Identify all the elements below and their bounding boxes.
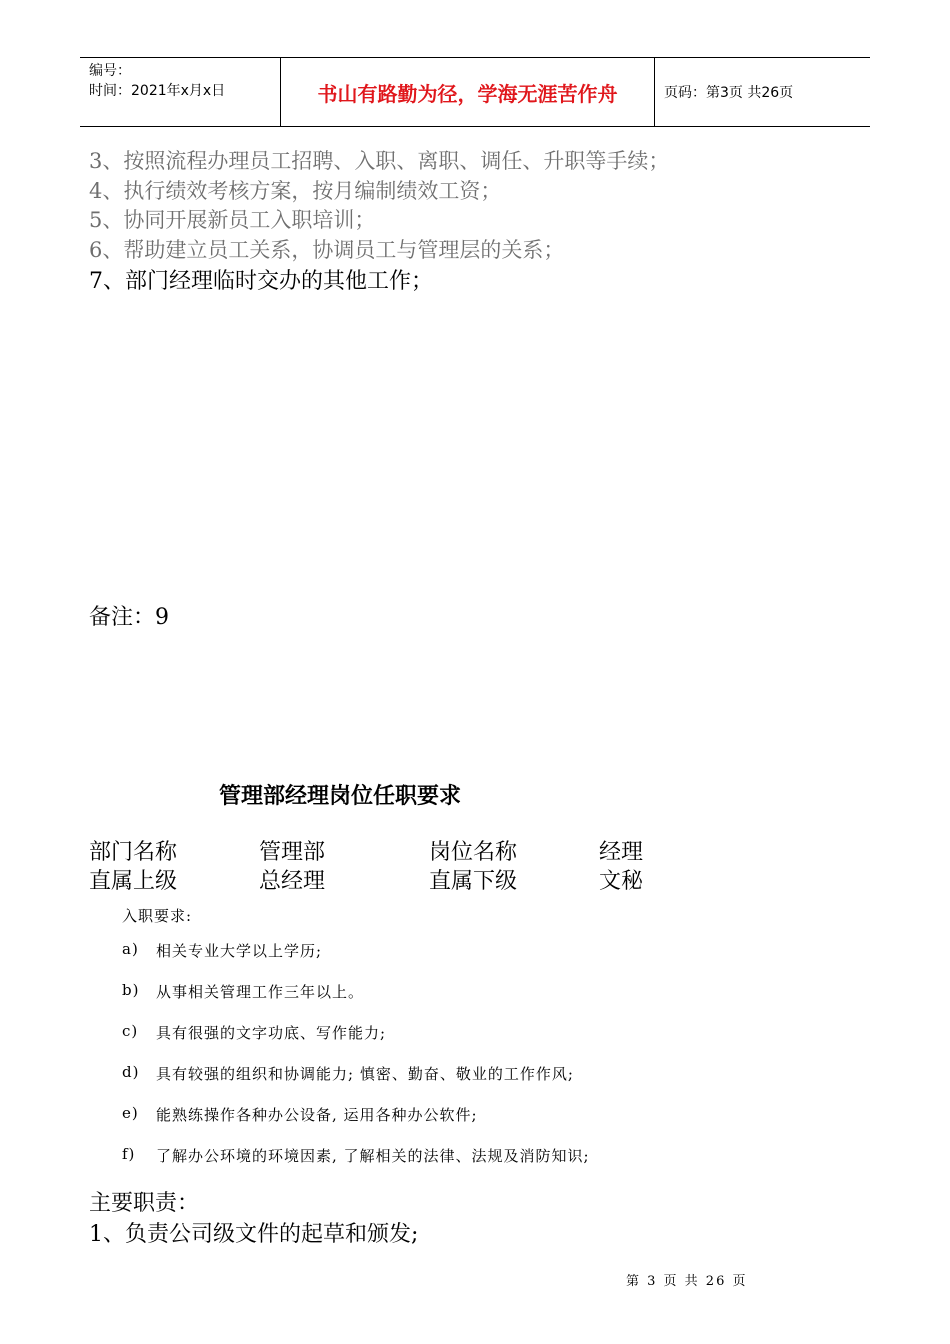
list-item bbox=[122, 1145, 590, 1186]
header-motto: 书山有路勤为径，学海无涯苦作舟 bbox=[281, 58, 655, 126]
document-time-label: 时间：2021年x月x日 bbox=[89, 83, 226, 99]
list-item: 3、按照流程办理员工招聘、入职、离职、调任、升职等手续； bbox=[89, 149, 670, 173]
list-item bbox=[122, 1063, 590, 1104]
grey-duty-list bbox=[89, 147, 669, 265]
department-label: 部门名称 bbox=[89, 840, 178, 865]
item-text: 具有较强的组织和协调能力; 慎密、勤奋、敬业的工作作风; bbox=[156, 1065, 574, 1083]
header-meta bbox=[80, 58, 281, 126]
item-mark: a) bbox=[122, 940, 139, 958]
item-mark: b) bbox=[122, 981, 140, 999]
item-text: 能熟练操作各种办公设备, 运用各种办公软件; bbox=[156, 1106, 478, 1124]
item-text: 具有很强的文字功底、写作能力; bbox=[156, 1024, 387, 1042]
list-item: 4、执行绩效考核方案，按月编制绩效工资； bbox=[89, 178, 502, 203]
info-row bbox=[89, 838, 719, 867]
note-text: 备注：9 bbox=[89, 605, 169, 630]
list-item-7: 7、部门经理临时交办的其他工作； bbox=[89, 269, 433, 294]
item-mark: f) bbox=[122, 1145, 136, 1163]
position-value: 经理 bbox=[599, 840, 644, 865]
duties-title: 主要职责： bbox=[89, 1191, 200, 1216]
list-item bbox=[122, 940, 590, 981]
list-item bbox=[122, 1022, 590, 1063]
header-page-info: 页码：第3页 共26页 bbox=[664, 85, 794, 101]
list-item bbox=[122, 1104, 590, 1145]
list-item: 6、帮助建立员工关系，协调员工与管理层的关系； bbox=[89, 237, 565, 262]
list-item: 5、协同开展新员工入职培训； bbox=[89, 208, 376, 232]
item-mark: e) bbox=[122, 1104, 139, 1122]
superior-label: 直属上级 bbox=[89, 869, 178, 894]
item-mark: c) bbox=[122, 1022, 139, 1040]
info-row bbox=[89, 867, 719, 896]
item-text: 了解办公环境的环境因素, 了解相关的法律、法规及消防知识; bbox=[156, 1147, 590, 1165]
department-value: 管理部 bbox=[259, 840, 326, 865]
position-label: 岗位名称 bbox=[429, 840, 518, 865]
page-footer: 第 3 页 共 26 页 bbox=[626, 1274, 748, 1289]
requirements-list bbox=[122, 940, 590, 1186]
position-info bbox=[89, 838, 719, 896]
requirements-title: 入职要求: bbox=[122, 907, 193, 925]
item-mark: d) bbox=[122, 1063, 140, 1081]
item-text: 相关专业大学以上学历; bbox=[156, 942, 323, 960]
subordinate-value: 文秘 bbox=[599, 869, 644, 894]
page-header bbox=[80, 57, 870, 127]
superior-value: 总经理 bbox=[259, 869, 326, 894]
item-text: 从事相关管理工作三年以上。 bbox=[156, 983, 365, 1001]
document-number-label: 编号： bbox=[89, 63, 131, 79]
section-title: 管理部经理岗位任职要求 bbox=[219, 784, 462, 809]
list-item: 1、负责公司级文件的起草和颁发; bbox=[89, 1222, 419, 1247]
subordinate-label: 直属下级 bbox=[429, 869, 518, 894]
list-item bbox=[122, 981, 590, 1022]
main-duties bbox=[89, 1188, 418, 1250]
